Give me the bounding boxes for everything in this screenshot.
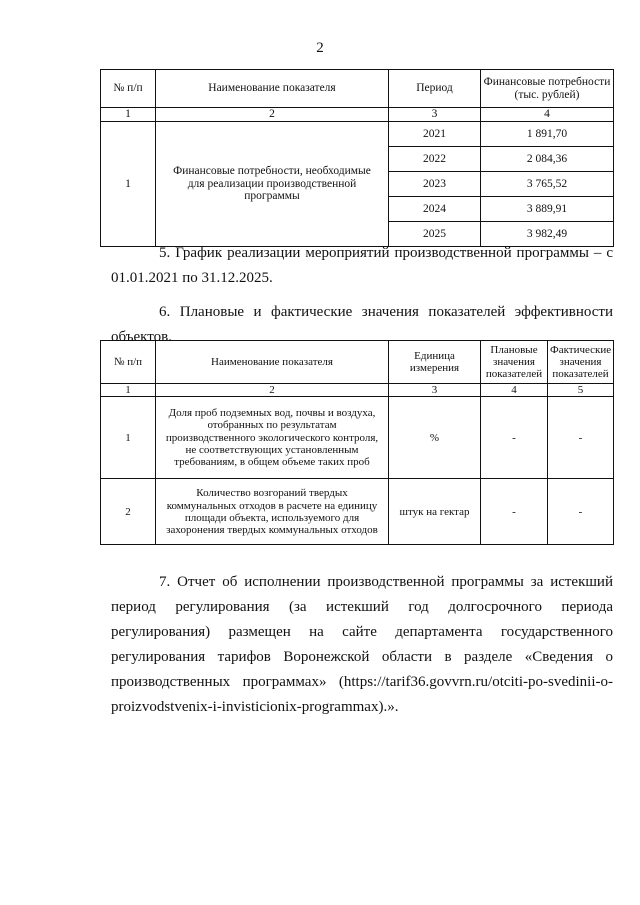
column-number: 4 bbox=[481, 384, 548, 397]
column-number: 1 bbox=[101, 108, 156, 122]
section-5-paragraph bbox=[111, 241, 613, 291]
header-cell: Фактические значения показателей bbox=[548, 341, 614, 384]
table-header-row bbox=[101, 70, 614, 108]
row-number: 2 bbox=[101, 479, 156, 545]
table-header-row bbox=[101, 341, 614, 384]
period-value: 3 765,52 bbox=[481, 172, 614, 197]
period-year: 2022 bbox=[389, 147, 481, 172]
column-number-row bbox=[101, 108, 614, 122]
unit-of-measure: штук на гектар bbox=[389, 479, 481, 545]
column-number: 1 bbox=[101, 384, 156, 397]
planned-value: - bbox=[481, 479, 548, 545]
page-number: 2 bbox=[316, 40, 324, 56]
header-cell: Период bbox=[389, 70, 481, 108]
section-6-line-1: 6. Плановые и фактические значения показателей эффективности bbox=[159, 304, 613, 320]
section-7-paragraph bbox=[111, 570, 613, 720]
indicator-name: Количество возгораний твердых коммунальных отходов в расчете на единицу площади объекта, используемого для захоронения твердых коммунальных отходов bbox=[156, 479, 389, 545]
indicator-name: Доля проб подземных вод, почвы и воздуха, отобранных по результатам производственного экологического контроля, не соответствующих установленным требованиям, в общем объеме таких проб bbox=[156, 397, 389, 479]
section-5-line-1: 5. График реализации мероприятий производственной программы – с bbox=[159, 245, 613, 261]
indicator-name: Финансовые потребности, необходимые для реализации производственной программы bbox=[156, 122, 389, 247]
actual-value: - bbox=[548, 397, 614, 479]
actual-value: - bbox=[548, 479, 614, 545]
planned-value: - bbox=[481, 397, 548, 479]
unit-of-measure: % bbox=[389, 397, 481, 479]
section-7-line: регулирования тарифов Воронежской области в разделе «Сведения о bbox=[111, 649, 613, 665]
header-cell: Наименование показателя bbox=[156, 341, 389, 384]
period-value: 1 891,70 bbox=[481, 122, 614, 147]
header-cell: Единица измерения bbox=[389, 341, 481, 384]
column-number-row bbox=[101, 384, 614, 397]
header-cell: Наименование показателя bbox=[156, 70, 389, 108]
column-number: 4 bbox=[481, 108, 614, 122]
table-row bbox=[101, 122, 614, 147]
period-year: 2023 bbox=[389, 172, 481, 197]
column-number: 2 bbox=[156, 384, 389, 397]
column-number: 5 bbox=[548, 384, 614, 397]
period-year: 2021 bbox=[389, 122, 481, 147]
header-cell: № п/п bbox=[101, 341, 156, 384]
section-7-url-line[interactable]: proizvodstvenix-i-invisticionix-programmax).». bbox=[111, 699, 399, 715]
row-number: 1 bbox=[101, 122, 156, 247]
section-5-line-2: 01.01.2021 по 31.12.2025. bbox=[111, 270, 273, 286]
table-row bbox=[101, 479, 614, 545]
section-7-line: регулирования) размещен на сайте департамента государственного bbox=[111, 624, 613, 640]
column-number: 3 bbox=[389, 108, 481, 122]
column-number: 2 bbox=[156, 108, 389, 122]
period-value: 2 084,36 bbox=[481, 147, 614, 172]
header-cell: Плановые значения показателей bbox=[481, 341, 548, 384]
column-number: 3 bbox=[389, 384, 481, 397]
header-cell: Финансовые потребности (тыс. рублей) bbox=[481, 70, 614, 108]
section-7-url-line[interactable]: производственных программах» (https://tarif36.govvrn.ru/otciti-po-svedinii-o- bbox=[111, 674, 613, 690]
period-year: 2024 bbox=[389, 197, 481, 222]
header-cell: № п/п bbox=[101, 70, 156, 108]
period-value: 3 889,91 bbox=[481, 197, 614, 222]
period-value: 3 982,49 bbox=[481, 222, 614, 247]
period-year: 2025 bbox=[389, 222, 481, 247]
section-7-line: период регулирования (за истекший год долгосрочного периода bbox=[111, 599, 613, 615]
section-6-line-2: объектов. bbox=[111, 329, 172, 345]
table-row bbox=[101, 397, 614, 479]
efficiency-indicators-table bbox=[100, 340, 614, 545]
section-7-line: 7. Отчет об исполнении производственной программы за истекший bbox=[159, 574, 613, 590]
row-number: 1 bbox=[101, 397, 156, 479]
financial-needs-table bbox=[100, 69, 614, 247]
